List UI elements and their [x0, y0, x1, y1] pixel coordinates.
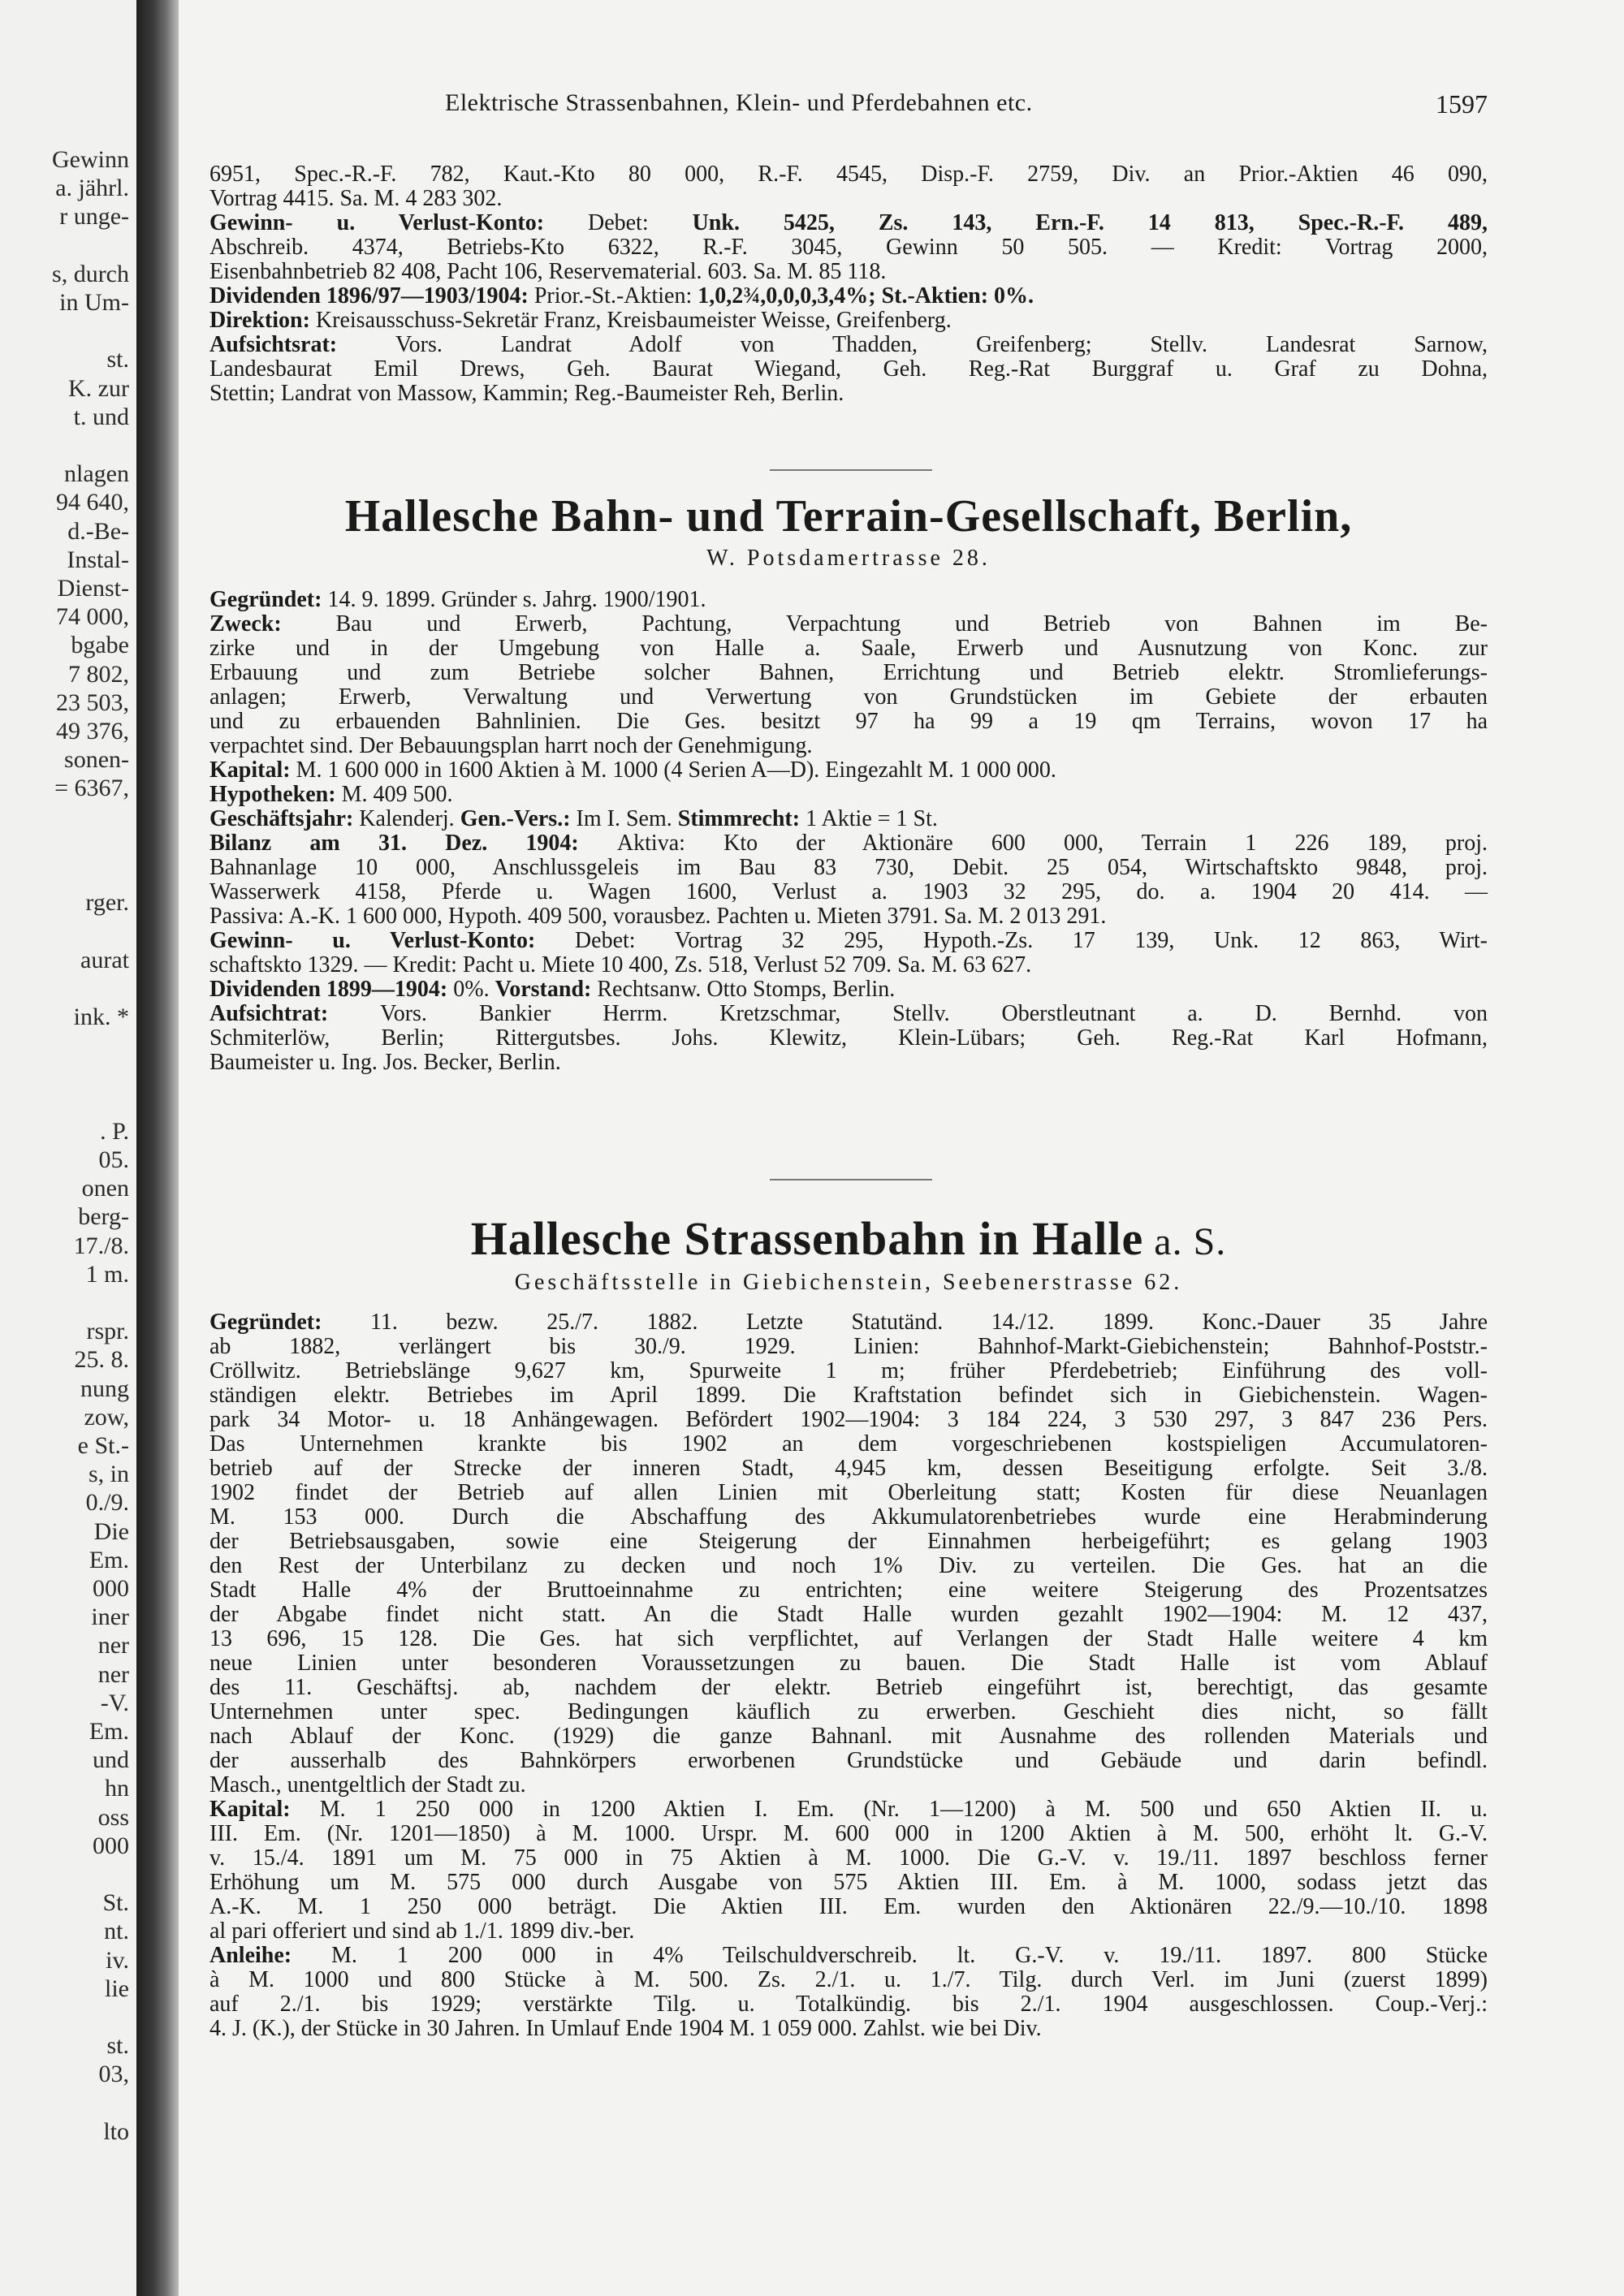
text-line: Schmiterlöw, Berlin; Rittergutsbes. Johs. Klewitz, Klein-Lübars; Geh. Reg.-Rat Karl Hofmann, [209, 1025, 1488, 1051]
text-line [209, 1944, 1488, 1968]
field-value: 1 Aktie = 1 St. [806, 806, 938, 831]
text-line [209, 1002, 1488, 1026]
text-line: 1902 findet der Betrieb auf allen Linien mit Oberleitung statt; Kosten für diese Neuanlagen [209, 1480, 1488, 1505]
field-label: Aufsichtrat: [209, 1001, 381, 1026]
text-line [209, 588, 1488, 612]
field-value: M. 1 600 000 in 1600 Aktien à M. 1000 (4 Serien A—D). Eingezahlt M. 1 000 000. [296, 757, 1056, 783]
text-line: park 34 Motor- u. 18 Anhängewagen. Befördert 1902—1904: 3 184 224, 3 530 297, 3 847 236 Pers. [209, 1407, 1488, 1432]
field-value: Vors. Bankier Herrm. Kretzschmar, Stellv. Oberstleutnant a. D. Bernhd. von [380, 1001, 1488, 1026]
text-line: Erbauung und zum Betriebe solcher Bahnen, Errichtung und Betrieb elektr. Stromlieferungs- [209, 660, 1488, 685]
margin-fragment: st. [106, 346, 129, 373]
margin-fragment: s, in [88, 1461, 129, 1488]
margin-fragment: = 6367, [54, 775, 129, 802]
text-line: zirke und in der Umgebung von Halle a. Saale, Erwerb und Ausnutzung von Konc. zur [209, 636, 1488, 661]
text-line: Stettin; Landrat von Massow, Kammin; Reg.-Baumeister Reh, Berlin. [209, 381, 844, 406]
margin-fragment: 74 000, [56, 603, 129, 631]
text-line: des 11. Geschäftsj. ab, nachdem der elektr. Betrieb eingeführt ist, berechtigt, das gesamte [209, 1675, 1488, 1700]
section-divider [770, 469, 932, 471]
margin-fragment: Em. [89, 1546, 129, 1573]
margin-fragment: ner [97, 1632, 129, 1659]
field-value: M. 1 250 000 in 1200 Aktien I. Em. (Nr. 1—1200) à M. 500 und 650 Aktien II. u. [319, 1797, 1488, 1822]
field-value: Aktiva: Kto der Aktionäre 600 000, Terrain 1 226 189, proj. [616, 831, 1488, 856]
field-label: Dividenden 1899—1904: [209, 977, 454, 1002]
field-label: Zweck: [209, 611, 336, 637]
text-line: neue Linien unter besonderen Voraussetzungen zu bauen. Die Stadt Halle ist vom Ablauf [209, 1651, 1488, 1676]
adjacent-page-strip [0, 0, 134, 2296]
field-value: Vors. Landrat Adolf von Thadden, Greifenberg; Stellv. Landesrat Sarnow, [395, 332, 1488, 357]
margin-fragment: nlagen [64, 460, 129, 488]
margin-fragment: sonen- [64, 746, 129, 774]
margin-fragment: 0./9. [85, 1489, 129, 1517]
margin-fragment: s, durch [52, 260, 129, 287]
text-line [209, 807, 1488, 831]
text-line: und zu erbauenden Bahnlinien. Die Ges. besitzt 97 ha 99 a 19 qm Terrains, wovon 17 ha [209, 709, 1488, 734]
margin-fragment: Dienst- [57, 575, 129, 602]
margin-fragment: 03, [98, 2061, 129, 2088]
margin-fragment: ner [97, 1660, 129, 1688]
text-line: ab 1882, verlängert bis 30./9. 1929. Linien: Bahnhof-Markt-Giebichenstein; Bahnhof-Poststr.- [209, 1334, 1488, 1359]
text-line [209, 211, 1488, 235]
text-line [209, 612, 1488, 637]
field-value: Rechtsanw. Otto Stomps, Berlin. [597, 977, 896, 1002]
field-value: Bau und Erwerb, Pachtung, Verpachtung und Betrieb von Bahnen im Be- [335, 611, 1488, 637]
field-label: Gen.-Vers.: [460, 806, 577, 831]
running-header [209, 89, 1488, 125]
page-number: 1597 [1436, 89, 1488, 119]
text-line: Das Unternehmen krankte bis 1902 an dem vorgeschriebenen kostspieligen Accumulatoren- [209, 1431, 1488, 1457]
text-line: Bahnanlage 10 000, Anschlussgeleis im Bau 83 730, Debit. 25 054, Wirtschaftskto 9848, proj. [209, 855, 1488, 880]
company-2-text [209, 1310, 1488, 2041]
text-line: à M. 1000 und 800 Stücke à M. 500. Zs. 2./1. u. 1./7. Tilg. durch Verl. im Juni (zuerst 1899) [209, 1967, 1488, 1992]
field-value: Prior.-St.-Aktien: [533, 283, 698, 309]
text-line: anlagen; Erwerb, Verwaltung und Verwertung von Grundstücken im Gebiete der erbauten [209, 684, 1488, 710]
field-value: Debet: [587, 210, 693, 235]
text-line: auf 2./1. bis 1929; verstärkte Tilg. u. Totalkündig. bis 2./1. 1904 ausgeschlossen. Coup.-Verj.: [209, 1992, 1488, 2017]
margin-fragment: -V. [100, 1689, 129, 1716]
text-line: A.-K. M. 1 250 000 beträgt. Die Aktien III. Em. wurden den Aktionären 22./9.—10./10. 1898 [209, 1894, 1488, 1919]
text-line: nach Ablauf der Konc. (1929) die ganze Bahnanl. mit Ausnahme des rollenden Materials und [209, 1724, 1488, 1749]
margin-fragment: 49 376, [56, 718, 129, 744]
margin-fragment: 17./8. [73, 1232, 129, 1259]
section-divider [770, 1179, 932, 1180]
margin-fragment: Gewinn [52, 146, 129, 173]
field-label: Stimmrecht: [677, 806, 806, 831]
margin-fragment: berg- [78, 1203, 129, 1231]
margin-fragment: bgabe [71, 632, 129, 659]
margin-fragment: zow, [84, 1403, 129, 1431]
margin-fragment: Instal- [67, 546, 129, 573]
company-address-2: Geschäftsstelle in Giebichenstein, Seebenerstrasse 62. [514, 1270, 1183, 1295]
text-line: III. Em. (Nr. 1201—1850) à M. 1000. Urspr. M. 600 000 in 1200 Aktien à M. 500, erhöht lt. G.-V. [209, 1821, 1488, 1846]
text-line: Passiva: A.-K. 1 600 000, Hypoth. 409 500, vorausbez. Pachten u. Mieten 3791. Sa. M. 2 013 291. [209, 904, 1107, 929]
field-label: Bilanz am 31. Dez. 1904: [209, 831, 617, 856]
margin-fragment: nung [80, 1375, 129, 1402]
margin-fragment: iv. [106, 1946, 129, 1974]
margin-fragment: ink. * [73, 1003, 129, 1030]
field-value: M. 409 500. [341, 782, 453, 807]
text-line: Eisenbahnbetrieb 82 408, Pacht 106, Reservematerial. 603. Sa. M. 85 118. [209, 259, 887, 284]
field-label: Aufsichtsrat: [209, 332, 396, 357]
margin-fragment: und [93, 1746, 129, 1774]
company-title-1: Hallesche Bahn- und Terrain-Gesellschaft, Berlin, [344, 491, 1353, 542]
text-line: Unternehmen unter spec. Bedingungen käuflich zu erwerben. Geschieht dies nicht, so fällt [209, 1699, 1488, 1724]
field-label: Dividenden 1896/97—1903/1904: [209, 283, 534, 309]
text-line [209, 1310, 1488, 1335]
margin-fragment: a. jährl. [55, 175, 129, 202]
field-value: Kreisausschuss-Sekretär Franz, Kreisbaumeister Weisse, Greifenberg. [315, 308, 952, 333]
field-label: Gegründet: [209, 1310, 370, 1335]
margin-fragment: Em. [89, 1718, 129, 1745]
running-title: Elektrische Strassenbahnen, Klein- und Pferdebahnen etc. [445, 89, 1033, 116]
margin-fragment: St. [102, 1889, 129, 1917]
margin-fragment: lie [105, 1974, 129, 2002]
book-gutter [136, 0, 179, 2296]
text-line [209, 929, 1488, 953]
field-value: Kalenderj. [359, 806, 460, 831]
margin-fragment: 23 503, [56, 688, 129, 716]
text-line: schaftskto 1329. — Kredit: Pacht u. Miete 10 400, Zs. 518, Verlust 52 709. Sa. M. 63 627. [209, 952, 1032, 978]
field-label: Gegründet: [209, 587, 328, 612]
field-label: Kapital: [209, 757, 296, 783]
margin-fragment: st. [106, 2032, 129, 2060]
text-line: v. 15./4. 1891 um M. 75 000 in 75 Aktien à M. 1000. Die G.-V. v. 19./11. 1897 beschloss ferner [209, 1845, 1488, 1871]
margin-fragment: 000 [93, 1832, 129, 1859]
text-line: Cröllwitz. Betriebslänge 9,627 km, Spurweite 1 m; früher Pferdebetrieb; Einführung des voll- [209, 1358, 1488, 1383]
field-label: 1,0,2¾,0,0,0,3,4%; St.-Aktien: 0%. [698, 283, 1034, 309]
text-line: Landesbaurat Emil Drews, Geh. Baurat Wiegand, Geh. Reg.-Rat Burggraf u. Graf zu Dohna, [209, 356, 1488, 382]
field-value: Im I. Sem. [576, 806, 678, 831]
company-address-1: W. Potsdamertrasse 28. [706, 546, 991, 571]
margin-fragment: aurat [80, 946, 129, 973]
margin-fragment: oss [97, 1803, 129, 1831]
margin-fragment: lto [103, 2117, 129, 2145]
margin-fragment: rger. [85, 889, 129, 917]
text-line [209, 309, 1488, 333]
margin-fragment: 25. 8. [74, 1346, 129, 1374]
field-label: Anleihe: [209, 1943, 332, 1968]
text-line: al pari offeriert und sind ab 1./1. 1899 div.-ber. [209, 1918, 635, 1944]
text-line [209, 758, 1488, 783]
text-line: Baumeister u. Ing. Jos. Becker, Berlin. [209, 1050, 561, 1075]
text-line: verpachtet sind. Der Bebauungsplan harrt noch der Genehmigung. [209, 733, 813, 758]
text-line: Abschreib. 4374, Betriebs-Kto 6322, R.-F. 3045, Gewinn 50 505. — Kredit: Vortrag 2000, [209, 235, 1488, 260]
text-line: den Rest der Unterbilanz zu decken und noch 1% Div. zu verteilen. Die Ges. hat an die [209, 1553, 1488, 1578]
company-location-suffix: a. S. [1143, 1220, 1227, 1263]
field-label: Vorstand: [495, 977, 598, 1002]
text-line: Stadt Halle 4% der Bruttoeinnahme zu entrichten; eine weitere Steigerung des Prozentsatzes [209, 1577, 1488, 1603]
field-label: Hypotheken: [209, 782, 342, 807]
text-line: 4. J. (K.), der Stücke in 30 Jahren. In Umlauf Ende 1904 M. 1 059 000. Zahlst. wie bei Div. [209, 2016, 1042, 2041]
field-label: Gewinn- u. Verlust-Konto: [209, 928, 575, 953]
text-line [209, 284, 1488, 309]
margin-fragment: 7 802, [68, 660, 129, 688]
text-line: der Abgabe findet nicht statt. An die Stadt Halle wurden gezahlt 1902—1904: M. 12 437, [209, 1602, 1488, 1627]
margin-fragment: e St.- [77, 1432, 129, 1459]
text-line [209, 831, 1488, 856]
text-line: der ausserhalb des Bahnkörpers erworbenen Grundstücke und Gebäude und darin befindl. [209, 1748, 1488, 1773]
field-label: Geschäftsjahr: [209, 806, 360, 831]
field-label: Kapital: [209, 1797, 320, 1822]
text-line [209, 333, 1488, 357]
text-line: Wasserwerk 4158, Pferde u. Wagen 1600, Verlust a. 1903 32 295, do. a. 1904 20 414. — [209, 879, 1488, 904]
margin-fragment: rspr. [86, 1318, 129, 1345]
text-line [209, 1798, 1488, 1822]
field-value: 0%. [453, 977, 495, 1002]
margin-fragment: in Um- [59, 289, 129, 316]
text-line: Masch., unentgeltlich der Stadt zu. [209, 1772, 526, 1798]
previous-entry-text [209, 162, 1488, 406]
text-line [209, 783, 1488, 807]
document-page [209, 0, 1488, 2296]
margin-fragment: d.-Be- [67, 517, 129, 545]
margin-fragment: Die [93, 1517, 129, 1545]
field-label: Unk. 5425, Zs. 143, Ern.-F. 14 813, Spec.-R.-F. 489, [692, 210, 1488, 235]
text-line: ständigen elektr. Betriebes im April 1899. Die Kraftstation befindet sich in Giebichenstein. Wagen- [209, 1383, 1488, 1408]
margin-fragment: 1 m. [85, 1260, 129, 1288]
text-line: 13 696, 15 128. Die Ges. hat sich verpflichtet, auf Verlangen der Stadt Halle weitere 4 km [209, 1626, 1488, 1651]
margin-fragment: iner [91, 1603, 129, 1631]
text-line: Erhöhung um M. 575 000 durch Ausgabe von 575 Aktien III. Em. à M. 1000, sodass jetzt das [209, 1870, 1488, 1895]
text-line: der Betriebsausgaben, sowie eine Steigerung der Einnahmen herbeigeführt; es gelang 1903 [209, 1529, 1488, 1554]
margin-fragment: nt. [104, 1918, 129, 1945]
margin-fragment: 000 [93, 1575, 129, 1602]
company-title-2 [209, 1211, 1488, 1266]
field-label: Direktion: [209, 308, 316, 333]
margin-fragment: r unge- [59, 203, 129, 231]
text-line: Vortrag 4415. Sa. M. 4 283 302. [209, 186, 503, 211]
margin-fragment: 94 640, [56, 489, 129, 516]
text-line: betrieb auf der Strecke der inneren Stadt, 4,945 km, dessen Beseitigung erfolgte. Seit 3./8. [209, 1456, 1488, 1481]
field-value: M. 1 200 000 in 4% Teilschuldverschreib. lt. G.-V. v. 19./11. 1897. 800 Stücke [331, 1943, 1488, 1968]
field-value: Debet: Vortrag 32 295, Hypoth.-Zs. 17 139, Unk. 12 863, Wirt- [574, 928, 1488, 953]
margin-fragment: t. und [73, 403, 129, 430]
field-label: Gewinn- u. Verlust-Konto: [209, 210, 588, 235]
margin-fragment: . P. [100, 1117, 129, 1145]
text-line: M. 153 000. Durch die Abschaffung des Akkumulatorenbetriebes wurde eine Herabminderung [209, 1504, 1488, 1530]
field-value: 11. bezw. 25./7. 1882. Letzte Statutänd. 14./12. 1899. Konc.-Dauer 35 Jahre [369, 1310, 1488, 1335]
margin-fragment: K. zur [68, 374, 129, 402]
field-value: 14. 9. 1899. Gründer s. Jahrg. 1900/1901. [327, 587, 706, 612]
margin-fragment: 05. [98, 1146, 129, 1173]
company-name-2: Hallesche Strassenbahn in Halle [470, 1212, 1144, 1265]
company-1-text [209, 588, 1488, 1075]
text-line: 6951, Spec.-R.-F. 782, Kaut.-Kto 80 000, R.-F. 4545, Disp.-F. 2759, Div. an Prior.-Aktien 46 090, [209, 162, 1488, 187]
margin-fragment: onen [81, 1175, 129, 1202]
text-line [209, 978, 1488, 1002]
margin-fragment: hn [105, 1775, 129, 1802]
